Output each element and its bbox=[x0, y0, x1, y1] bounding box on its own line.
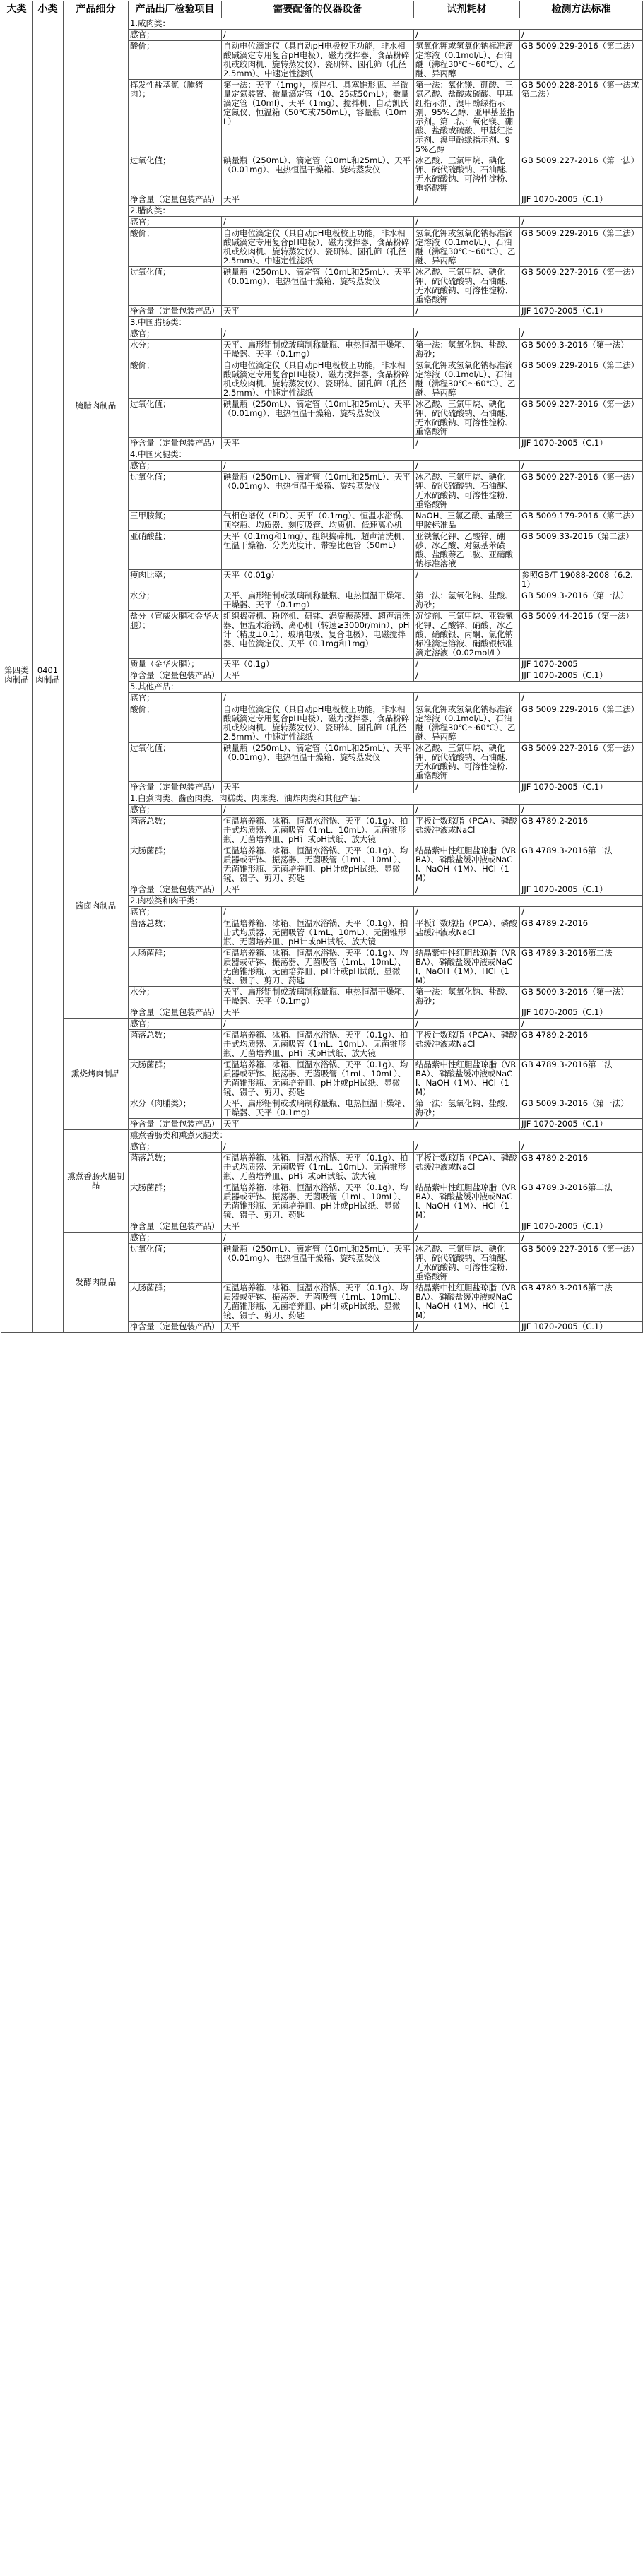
method-cell: 参照GB/T 19088-2008（6.2.1） bbox=[520, 570, 643, 590]
table-row bbox=[1, 1019, 643, 1030]
inspection-item-cell: 大肠菌群； bbox=[129, 1283, 222, 1322]
method-cell: GB 4789.3-2016第二法 bbox=[520, 1283, 643, 1322]
method-cell: JJF 1070-2005 bbox=[520, 659, 643, 670]
reagent-cell: / bbox=[414, 1221, 520, 1233]
reagent-cell: 平板计数琼脂（PCA）、磷酸盐缓冲液或NaCl bbox=[414, 918, 520, 948]
equipment-cell: 恒温培养箱、冰箱、恒温水浴锅、天平（0.1g）、拍击式均质器、无菌吸管（1mL、10mL）、无菌锥形瓶、无菌培养皿、pH计或pH试纸、放大镜 bbox=[222, 1030, 414, 1060]
method-cell: GB 4789.3-2016第二法 bbox=[520, 845, 643, 884]
reagent-cell: 氢氧化钾或氢氧化钠标准滴定溶液（0.1mol/L）、石油醚（沸程30℃～60℃）、乙醚、异丙醇 bbox=[414, 41, 520, 80]
method-cell: JJF 1070-2005（C.1） bbox=[520, 884, 643, 896]
table-row bbox=[1, 793, 643, 805]
header-product-segment: 产品细分 bbox=[64, 1, 129, 18]
method-cell: GB 4789.2-2016 bbox=[520, 1030, 643, 1060]
reagent-cell: 冰乙酸、三氯甲烷、碘化钾、硫代硫酸钠、石油醚、无水硫酸钠、可溶性淀粉、重铬酸钾 bbox=[414, 472, 520, 511]
method-cell: GB 5009.229-2016（第二法） bbox=[520, 41, 643, 80]
method-cell: GB 5009.44-2016（第一法） bbox=[520, 611, 643, 659]
equipment-cell: 天平 bbox=[222, 884, 414, 896]
inspection-item-cell: 感官； bbox=[129, 1019, 222, 1030]
inspection-item-cell: 酸价； bbox=[129, 41, 222, 80]
inspection-item-cell: 过氧化值； bbox=[129, 1244, 222, 1283]
inspection-item-cell: 质量（金华火腿）； bbox=[129, 659, 222, 670]
method-cell: GB 5009.227-2016（第一法） bbox=[520, 399, 643, 438]
inspection-item-cell: 感官； bbox=[129, 217, 222, 228]
inspection-item-cell: 菌落总数； bbox=[129, 816, 222, 845]
method-cell: JJF 1070-2005（C.1） bbox=[520, 306, 643, 317]
reagent-cell: 沉淀剂、三氯甲烷、亚铁氰化钾、乙酸锌、硝酸、冰乙酸、硝酸银、丙酮、氯化钠标准滴定溶液、硝酸银标准滴定溶液（0.02mol/L） bbox=[414, 611, 520, 659]
product-segment-cell: 酱卤肉制品 bbox=[64, 793, 129, 1019]
reagent-cell: / bbox=[414, 461, 520, 472]
inspection-item-cell: 净含量（定量包装产品） bbox=[129, 1322, 222, 1333]
reagent-cell: / bbox=[414, 805, 520, 816]
reagent-cell: 结晶紫中性红胆盐琼脂（VRBA）、磷酸盐缓冲液或NaCl、NaOH（1M）、HCl（1M） bbox=[414, 1283, 520, 1322]
method-cell: GB 5009.33-2016（第二法） bbox=[520, 531, 643, 570]
inspection-item-cell: 净含量（定量包装产品） bbox=[129, 1007, 222, 1019]
section-heading-cell: 3.中国腊肠类： bbox=[129, 317, 643, 328]
section-heading-cell: 1.咸肉类： bbox=[129, 18, 643, 30]
table-header-row bbox=[1, 1, 643, 18]
equipment-cell: / bbox=[222, 693, 414, 704]
equipment-cell: 天平（0.1mg和1mg）、组织捣碎机、超声清洗机、恒温干燥箱、分光光度计、带塞比色管（50mL） bbox=[222, 531, 414, 570]
equipment-cell: 天平 bbox=[222, 438, 414, 449]
reagent-cell: 第一法：氧化镁、硼酸、三氯乙酸、盐酸或硫酸、甲基红指示剂、溴甲酚绿指示剂、95%乙醇、亚甲基蓝指示剂。第二法：氧化镁、硼酸、盐酸或硫酸、甲基红指示剂、溴甲酚绿指示剂、95%乙醇 bbox=[414, 80, 520, 155]
reagent-cell: 平板计数琼脂（PCA）、磷酸盐缓冲液或NaCl bbox=[414, 816, 520, 845]
reagent-cell: / bbox=[414, 659, 520, 670]
method-cell: JJF 1070-2005（C.1） bbox=[520, 1322, 643, 1333]
inspection-item-cell: 感官； bbox=[129, 907, 222, 918]
section-heading-cell: 5.其他产品： bbox=[129, 682, 643, 693]
header-equipment: 需要配备的仪器设备 bbox=[222, 1, 414, 18]
reagent-cell: 结晶紫中性红胆盐琼脂（VRBA）、磷酸盐缓冲液或NaCl、NaOH（1M）、HCl（1M） bbox=[414, 1182, 520, 1221]
reagent-cell: / bbox=[414, 1007, 520, 1019]
reagent-cell: / bbox=[414, 693, 520, 704]
inspection-item-cell: 过氧化值； bbox=[129, 267, 222, 306]
equipment-cell: 天平、扁形铝制或玻璃制称量瓶、电热恒温干燥箱、干燥器、天平（0.1mg） bbox=[222, 340, 414, 360]
method-cell: GB 5009.229-2016（第二法） bbox=[520, 360, 643, 399]
inspection-item-cell: 酸价； bbox=[129, 228, 222, 267]
header-method-standard: 检测方法标准 bbox=[520, 1, 643, 18]
method-cell: / bbox=[520, 461, 643, 472]
inspection-item-cell: 三甲胺氮； bbox=[129, 511, 222, 531]
reagent-cell: / bbox=[414, 30, 520, 41]
equipment-cell: 恒温培养箱、冰箱、恒温水浴锅、天平（0.1g）、均质器或研钵、振荡器、无菌吸管（1mL、10mL）、无菌锥形瓶、无菌培养皿、pH计或pH试纸、显微镜、镊子、剪刀、药匙 bbox=[222, 845, 414, 884]
reagent-cell: 氢氧化钾或氢氧化钠标准滴定溶液（0.1mol/L）、石油醚（沸程30℃～60℃）、乙醚、异丙醇 bbox=[414, 360, 520, 399]
inspection-item-cell: 水分； bbox=[129, 987, 222, 1007]
reagent-cell: 冰乙酸、三氯甲烷、碘化钾、硫代硫酸钠、石油醚、无水硫酸钠、可溶性淀粉、重铬酸钾 bbox=[414, 1244, 520, 1283]
reagent-cell: 冰乙酸、三氯甲烷、碘化钾、硫代硫酸钠、石油醚、无水硫酸钠、可溶性淀粉、重铬酸钾 bbox=[414, 743, 520, 782]
equipment-cell: / bbox=[222, 1141, 414, 1153]
reagent-cell: 平板计数琼脂（PCA）、磷酸盐缓冲液或NaCl bbox=[414, 1030, 520, 1060]
method-cell: GB 5009.228-2016（第一法或第二法） bbox=[520, 80, 643, 155]
method-cell: / bbox=[520, 907, 643, 918]
method-cell: GB 5009.227-2016（第一法） bbox=[520, 1244, 643, 1283]
method-cell: GB 5009.3-2016（第一法） bbox=[520, 987, 643, 1007]
equipment-cell: 恒温培养箱、冰箱、恒温水浴锅、天平（0.1g）、拍击式均质器、无菌吸管（1mL、10mL）、无菌锥形瓶、无菌培养皿、pH计或pH试纸、放大镜 bbox=[222, 1153, 414, 1182]
equipment-cell: 恒温培养箱、冰箱、恒温水浴锅、天平（0.1g）、拍击式均质器、无菌吸管（1mL、10mL）、无菌锥形瓶、无菌培养皿、pH计或pH试纸、放大镜 bbox=[222, 816, 414, 845]
method-cell: / bbox=[520, 1141, 643, 1153]
equipment-cell: 天平、扁形铝制或玻璃制称量瓶、电热恒温干燥箱、干燥器、天平（0.1mg） bbox=[222, 1098, 414, 1119]
section-heading-cell: 1.白煮肉类、酱卤肉类、肉糕类、肉冻类、油炸肉类和其他产品： bbox=[129, 793, 643, 805]
equipment-cell: 第一法：天平（1mg），搅拌机、具塞锥形瓶、半微量定氮装置、微量滴定管（10、25或50mL）；微量滴定管（10ml）、天平（1mg）、搅拌机、自动凯氏定氮仪、恒温箱（50℃或750mL），容量瓶（10mL） bbox=[222, 80, 414, 155]
method-cell: JJF 1070-2005（C.1） bbox=[520, 438, 643, 449]
reagent-cell: / bbox=[414, 1233, 520, 1244]
reagent-cell: 结晶紫中性红胆盐琼脂（VRBA）、磷酸盐缓冲液或NaCl、NaOH（1M）、HCl（1M） bbox=[414, 845, 520, 884]
inspection-item-cell: 菌落总数； bbox=[129, 1030, 222, 1060]
method-cell: GB 5009.227-2016（第一法） bbox=[520, 267, 643, 306]
equipment-cell: 天平 bbox=[222, 1322, 414, 1333]
reagent-cell: 氢氧化钾或氢氧化钠标准滴定溶液（0.1mol/L）、石油醚（沸程30℃～60℃）、乙醚、异丙醇 bbox=[414, 704, 520, 743]
equipment-cell: / bbox=[222, 217, 414, 228]
equipment-cell: 天平 bbox=[222, 1221, 414, 1233]
method-cell: GB 5009.229-2016（第二法） bbox=[520, 228, 643, 267]
inspection-item-cell: 挥发性盐基氮（腌猪肉）； bbox=[129, 80, 222, 155]
table-body bbox=[1, 18, 643, 1333]
reagent-cell: / bbox=[414, 1019, 520, 1030]
inspection-item-cell: 水分（肉脯类）； bbox=[129, 1098, 222, 1119]
inspection-item-cell: 过氧化值； bbox=[129, 155, 222, 194]
equipment-cell: 自动电位滴定仪（具自动pH电极校正功能，非水相酸碱滴定专用复合pH电极）、磁力搅拌器、食品粉碎机或绞肉机、旋转蒸发仪）、瓷研钵、圆孔筛（孔径2.5mm）、中速定性滤纸 bbox=[222, 228, 414, 267]
product-segment-cell: 熏煮香肠火腿制品 bbox=[64, 1130, 129, 1233]
equipment-cell: 天平（0.01g） bbox=[222, 570, 414, 590]
method-cell: GB 5009.3-2016（第一法） bbox=[520, 340, 643, 360]
product-segment-cell: 熏烧烤肉制品 bbox=[64, 1019, 129, 1130]
inspection-item-cell: 感官； bbox=[129, 328, 222, 340]
method-cell: JJF 1070-2005（C.1） bbox=[520, 1119, 643, 1130]
inspection-item-cell: 净含量（定量包装产品） bbox=[129, 782, 222, 793]
table-row bbox=[1, 18, 643, 30]
reagent-cell: 冰乙酸、三氯甲烷、碘化钾、硫代硫酸钠、石油醚、无水硫酸钠、可溶性淀粉、重铬酸钾 bbox=[414, 267, 520, 306]
method-cell: JJF 1070-2005（C.1） bbox=[520, 1007, 643, 1019]
method-cell: / bbox=[520, 328, 643, 340]
reagent-cell: / bbox=[414, 570, 520, 590]
header-category: 大类 bbox=[1, 1, 33, 18]
method-cell: / bbox=[520, 693, 643, 704]
reagent-cell: / bbox=[414, 782, 520, 793]
equipment-cell: 自动电位滴定仪（具自动pH电极校正功能，非水相酸碱滴定专用复合pH电极）、磁力搅拌器、食品粉碎机或绞肉机、旋转蒸发仪）、瓷研钵、圆孔筛（孔径2.5mm）、中速定性滤纸 bbox=[222, 360, 414, 399]
category-cell: 第四类 肉制品 bbox=[1, 18, 33, 1333]
reagent-cell: / bbox=[414, 1322, 520, 1333]
equipment-cell: 碘量瓶（250mL）、滴定管（10mL和25mL）、天平（0.01mg）、电热恒温干燥箱、旋转蒸发仪 bbox=[222, 155, 414, 194]
equipment-cell: / bbox=[222, 1019, 414, 1030]
method-cell: GB 5009.179-2016（第二法） bbox=[520, 511, 643, 531]
equipment-cell: 组织捣碎机、粉碎机、研钵、涡旋振荡器、超声清洗器、恒温水浴锅、离心机（转速≥3000r/min）、pH计（精度±0.1）、玻璃电极、复合电极）、电磁搅拌器、电位滴定仪、天平（0.1mg和1mg） bbox=[222, 611, 414, 659]
reagent-cell: 冰乙酸、三氯甲烷、碘化钾、硫代硫酸钠、石油醚、无水硫酸钠、可溶性淀粉、重铬酸钾 bbox=[414, 399, 520, 438]
inspection-item-cell: 净含量（定量包装产品） bbox=[129, 1119, 222, 1130]
equipment-cell: 恒温培养箱、冰箱、恒温水浴锅、天平（0.1g）、均质器或研钵、振荡器、无菌吸管（1mL、10mL）、无菌锥形瓶、无菌培养皿、pH计或pH试纸、显微镜、镊子、剪刀、药匙 bbox=[222, 1182, 414, 1221]
method-cell: GB 4789.2-2016 bbox=[520, 918, 643, 948]
inspection-item-cell: 大肠菌群； bbox=[129, 1060, 222, 1098]
inspection-item-cell: 净含量（定量包装产品） bbox=[129, 306, 222, 317]
product-segment-cell: 腌腊肉制品 bbox=[64, 18, 129, 793]
reagent-cell: 第一法：氢氧化钠、盐酸、海砂； bbox=[414, 340, 520, 360]
equipment-cell: / bbox=[222, 461, 414, 472]
equipment-cell: 自动电位滴定仪（具自动pH电极校正功能，非水相酸碱滴定专用复合pH电极）、磁力搅拌器、食品粉碎机或绞肉机、旋转蒸发仪）、瓷研钵、圆孔筛（孔径2.5mm）、中速定性滤纸 bbox=[222, 41, 414, 80]
reagent-cell: / bbox=[414, 1141, 520, 1153]
equipment-cell: 碘量瓶（250mL）、滴定管（10mL和25mL）、天平（0.01mg）、电热恒温干燥箱、旋转蒸发仪 bbox=[222, 267, 414, 306]
equipment-cell: 碘量瓶（250mL）、滴定管（10mL和25mL）、天平（0.01mg）、电热恒温干燥箱、旋转蒸发仪 bbox=[222, 1244, 414, 1283]
method-cell: JJF 1070-2005（C.1） bbox=[520, 1221, 643, 1233]
equipment-cell: / bbox=[222, 805, 414, 816]
product-segment-cell: 发酵肉制品 bbox=[64, 1233, 129, 1333]
reagent-cell: 第一法：氢氧化钠、盐酸、海砂； bbox=[414, 1098, 520, 1119]
reagent-cell: / bbox=[414, 907, 520, 918]
inspection-item-cell: 大肠菌群； bbox=[129, 1182, 222, 1221]
header-inspection-item: 产品出厂检验项目 bbox=[129, 1, 222, 18]
reagent-cell: 平板计数琼脂（PCA）、磷酸盐缓冲液或NaCl bbox=[414, 1153, 520, 1182]
method-cell: JJF 1070-2005（C.1） bbox=[520, 194, 643, 206]
method-cell: / bbox=[520, 805, 643, 816]
table-row bbox=[1, 1130, 643, 1141]
equipment-cell: 天平 bbox=[222, 670, 414, 682]
method-cell: / bbox=[520, 30, 643, 41]
equipment-cell: 天平（0.1g） bbox=[222, 659, 414, 670]
equipment-cell: 天平、扁形铝制或玻璃制称量瓶、电热恒温干燥箱、干燥器、天平（0.1mg） bbox=[222, 590, 414, 611]
inspection-item-cell: 感官； bbox=[129, 30, 222, 41]
inspection-item-cell: 感官； bbox=[129, 1141, 222, 1153]
equipment-cell: 天平 bbox=[222, 306, 414, 317]
reagent-cell: / bbox=[414, 328, 520, 340]
reagent-cell: / bbox=[414, 670, 520, 682]
method-cell: GB 4789.3-2016第二法 bbox=[520, 948, 643, 987]
method-cell: / bbox=[520, 1233, 643, 1244]
method-cell: GB 5009.227-2016（第一法） bbox=[520, 743, 643, 782]
inspection-item-cell: 感官； bbox=[129, 693, 222, 704]
reagent-cell: 第一法：氢氧化钠、盐酸、海砂； bbox=[414, 590, 520, 611]
equipment-cell: / bbox=[222, 30, 414, 41]
inspection-item-cell: 菌落总数； bbox=[129, 918, 222, 948]
reagent-cell: NaOH、三氯乙酸、盐酸三甲胺标准品 bbox=[414, 511, 520, 531]
method-cell: / bbox=[520, 1019, 643, 1030]
table-row bbox=[1, 1233, 643, 1244]
inspection-item-cell: 感官； bbox=[129, 1233, 222, 1244]
method-cell: GB 5009.3-2016（第一法） bbox=[520, 1098, 643, 1119]
method-cell: GB 4789.2-2016 bbox=[520, 1153, 643, 1182]
section-heading-cell: 2.腊肉类： bbox=[129, 206, 643, 217]
method-cell: GB 5009.229-2016（第二法） bbox=[520, 704, 643, 743]
equipment-cell: 天平 bbox=[222, 194, 414, 206]
inspection-item-cell: 酸价； bbox=[129, 360, 222, 399]
equipment-cell: 恒温培养箱、冰箱、恒温水浴锅、天平（0.1g）、均质器或研钵、振荡器、无菌吸管（1mL、10mL）、无菌锥形瓶、无菌培养皿、pH计或pH试纸、显微镜、镊子、剪刀、药匙 bbox=[222, 1283, 414, 1322]
method-cell: GB 5009.3-2016（第一法） bbox=[520, 590, 643, 611]
method-cell: GB 4789.2-2016 bbox=[520, 816, 643, 845]
equipment-cell: 碘量瓶（250mL）、滴定管（10mL和25mL）、天平（0.01mg）、电热恒温干燥箱、旋转蒸发仪 bbox=[222, 399, 414, 438]
method-cell: JJF 1070-2005（C.1） bbox=[520, 670, 643, 682]
method-cell: GB 4789.3-2016第二法 bbox=[520, 1060, 643, 1098]
inspection-item-cell: 瘦肉比率； bbox=[129, 570, 222, 590]
inspection-document bbox=[1, 1, 642, 1333]
inspection-item-cell: 水分； bbox=[129, 590, 222, 611]
inspection-item-cell: 盐分（宣威火腿和金华火腿）； bbox=[129, 611, 222, 659]
method-cell: JJF 1070-2005（C.1） bbox=[520, 782, 643, 793]
header-subcategory: 小类 bbox=[33, 1, 64, 18]
equipment-cell: 自动电位滴定仪（具自动pH电极校正功能，非水相酸碱滴定专用复合pH电极）、磁力搅拌器、食品粉碎机或绞肉机、旋转蒸发仪）、瓷研钵、圆孔筛（孔径2.5mm）、中速定性滤纸 bbox=[222, 704, 414, 743]
reagent-cell: / bbox=[414, 884, 520, 896]
equipment-cell: / bbox=[222, 1233, 414, 1244]
equipment-cell: 天平、扁形铝制或玻璃制称量瓶、电热恒温干燥箱、干燥器、天平（0.1mg） bbox=[222, 987, 414, 1007]
inspection-item-cell: 感官； bbox=[129, 805, 222, 816]
equipment-cell: / bbox=[222, 328, 414, 340]
equipment-cell: 天平 bbox=[222, 1119, 414, 1130]
equipment-cell: 碘量瓶（250mL）、滴定管（10mL和25mL）、天平（0.01mg）、电热恒温干燥箱、旋转蒸发仪 bbox=[222, 472, 414, 511]
method-cell: GB 5009.227-2016（第一法） bbox=[520, 155, 643, 194]
equipment-cell: 碘量瓶（250mL）、滴定管（10mL和25mL）、天平（0.01mg）、电热恒温干燥箱、旋转蒸发仪 bbox=[222, 743, 414, 782]
section-heading-cell: 2.肉松类和肉干类： bbox=[129, 896, 643, 907]
reagent-cell: / bbox=[414, 1119, 520, 1130]
equipment-cell: / bbox=[222, 907, 414, 918]
equipment-cell: 气相色谱仪（FID）、天平（0.1mg）、恒温水浴锅、顶空瓶、均质器、刻度吸管、均质机、低速离心机 bbox=[222, 511, 414, 531]
inspection-item-cell: 感官； bbox=[129, 461, 222, 472]
equipment-cell: 恒温培养箱、冰箱、恒温水浴锅、天平（0.1g）、拍击式均质器、无菌吸管（1mL、10mL）、无菌锥形瓶、无菌培养皿、pH计或pH试纸、放大镜 bbox=[222, 918, 414, 948]
inspection-item-cell: 酸价； bbox=[129, 704, 222, 743]
reagent-cell: / bbox=[414, 217, 520, 228]
reagent-cell: / bbox=[414, 438, 520, 449]
inspection-item-cell: 大肠菌群； bbox=[129, 845, 222, 884]
inspection-item-cell: 菌落总数； bbox=[129, 1153, 222, 1182]
reagent-cell: / bbox=[414, 306, 520, 317]
reagent-cell: 冰乙酸、三氯甲烷、碘化钾、硫代硫酸钠、石油醚、无水硫酸钠、可溶性淀粉、重铬酸钾 bbox=[414, 155, 520, 194]
inspection-item-cell: 净含量（定量包装产品） bbox=[129, 670, 222, 682]
header-reagents: 试剂耗材 bbox=[414, 1, 520, 18]
inspection-item-cell: 大肠菌群； bbox=[129, 948, 222, 987]
reagent-cell: 结晶紫中性红胆盐琼脂（VRBA）、磷酸盐缓冲液或NaCl、NaOH（1M）、HCl（1M） bbox=[414, 948, 520, 987]
method-cell: / bbox=[520, 217, 643, 228]
inspection-item-cell: 过氧化值； bbox=[129, 399, 222, 438]
method-cell: GB 5009.227-2016（第一法） bbox=[520, 472, 643, 511]
equipment-cell: 天平 bbox=[222, 1007, 414, 1019]
inspection-item-cell: 水分； bbox=[129, 340, 222, 360]
inspection-item-cell: 过氧化值； bbox=[129, 472, 222, 511]
reagent-cell: 氢氧化钾或氢氧化钠标准滴定溶液（0.1mol/L）、石油醚（沸程30℃～60℃）、乙醚、异丙醇 bbox=[414, 228, 520, 267]
equipment-cell: 天平 bbox=[222, 782, 414, 793]
section-heading-cell: 熏煮香肠类和熏煮火腿类： bbox=[129, 1130, 643, 1141]
inspection-item-cell: 净含量（定量包装产品） bbox=[129, 194, 222, 206]
equipment-cell: 恒温培养箱、冰箱、恒温水浴锅、天平（0.1g）、均质器或研钵、振荡器、无菌吸管（1mL、10mL）、无菌锥形瓶、无菌培养皿、pH计或pH试纸、显微镜、镊子、剪刀、药匙 bbox=[222, 948, 414, 987]
inspection-item-cell: 亚硝酸盐； bbox=[129, 531, 222, 570]
reagent-cell: 亚铁氰化钾、乙酸锌、硼砂、冰乙酸、对氨基苯磺酸、盐酸萘乙二胺、亚硝酸钠标准溶液 bbox=[414, 531, 520, 570]
reagent-cell: / bbox=[414, 194, 520, 206]
reagent-cell: 结晶紫中性红胆盐琼脂（VRBA）、磷酸盐缓冲液或NaCl、NaOH（1M）、HCl（1M） bbox=[414, 1060, 520, 1098]
inspection-item-cell: 净含量（定量包装产品） bbox=[129, 884, 222, 896]
inspection-table bbox=[1, 1, 643, 1333]
subcategory-cell: 0401肉制品 bbox=[33, 18, 64, 1333]
inspection-item-cell: 净含量（定量包装产品） bbox=[129, 438, 222, 449]
section-heading-cell: 4.中国火腿类： bbox=[129, 449, 643, 461]
reagent-cell: 第一法：氢氧化钠、盐酸、海砂； bbox=[414, 987, 520, 1007]
equipment-cell: 恒温培养箱、冰箱、恒温水浴锅、天平（0.1g）、均质器或研钵、振荡器、无菌吸管（1mL、10mL）、无菌锥形瓶、无菌培养皿、pH计或pH试纸、显微镜、镊子、剪刀、药匙 bbox=[222, 1060, 414, 1098]
inspection-item-cell: 过氧化值； bbox=[129, 743, 222, 782]
method-cell: GB 4789.3-2016第二法 bbox=[520, 1182, 643, 1221]
inspection-item-cell: 净含量（定量包装产品） bbox=[129, 1221, 222, 1233]
